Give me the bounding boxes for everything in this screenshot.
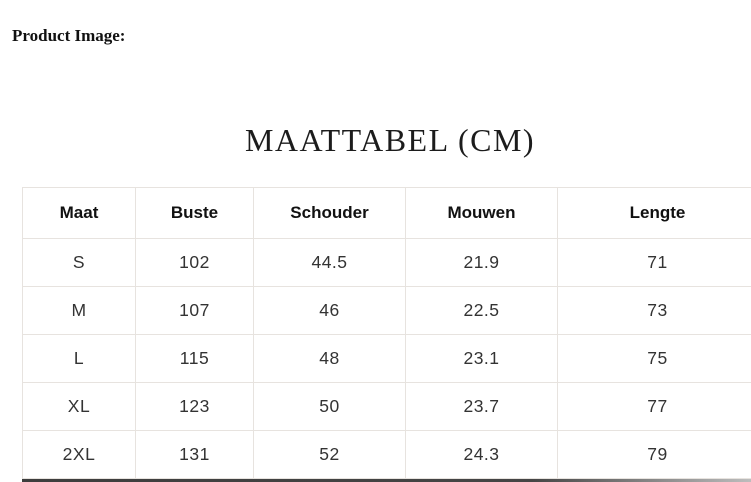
- cell-buste: 102: [136, 239, 254, 287]
- size-row-l: [23, 335, 751, 383]
- cell-maat: 2XL: [23, 431, 136, 479]
- cell-lengte: 77: [558, 383, 751, 431]
- cell-maat: M: [23, 287, 136, 335]
- cell-mouwen: 24.3: [406, 431, 558, 479]
- column-header-mouwen: Mouwen: [406, 188, 558, 239]
- size-row-xl: [23, 383, 751, 431]
- cell-lengte: 73: [558, 287, 751, 335]
- cell-buste: 115: [136, 335, 254, 383]
- size-row-2xl: [23, 431, 751, 479]
- column-header-schouder: Schouder: [254, 188, 406, 239]
- cell-buste: 131: [136, 431, 254, 479]
- size-row-s: [23, 239, 751, 287]
- cell-maat: S: [23, 239, 136, 287]
- cell-buste: 107: [136, 287, 254, 335]
- cell-mouwen: 23.1: [406, 335, 558, 383]
- cell-buste: 123: [136, 383, 254, 431]
- cell-schouder: 48: [254, 335, 406, 383]
- cell-lengte: 71: [558, 239, 751, 287]
- column-header-buste: Buste: [136, 188, 254, 239]
- column-header-maat: Maat: [23, 188, 136, 239]
- size-chart-table: [22, 187, 751, 479]
- column-header-lengte: Lengte: [558, 188, 751, 239]
- cell-mouwen: 21.9: [406, 239, 558, 287]
- cell-mouwen: 23.7: [406, 383, 558, 431]
- cell-maat: L: [23, 335, 136, 383]
- size-chart-header-row: [23, 188, 751, 239]
- product-image-label: Product Image:: [12, 26, 126, 45]
- cell-schouder: 46: [254, 287, 406, 335]
- cell-schouder: 50: [254, 383, 406, 431]
- cell-schouder: 52: [254, 431, 406, 479]
- cell-lengte: 75: [558, 335, 751, 383]
- size-chart-title: MAATTABEL (CM): [244, 122, 536, 158]
- cell-lengte: 79: [558, 431, 751, 479]
- size-row-m: [23, 287, 751, 335]
- cell-mouwen: 22.5: [406, 287, 558, 335]
- cell-maat: XL: [23, 383, 136, 431]
- cell-schouder: 44.5: [254, 239, 406, 287]
